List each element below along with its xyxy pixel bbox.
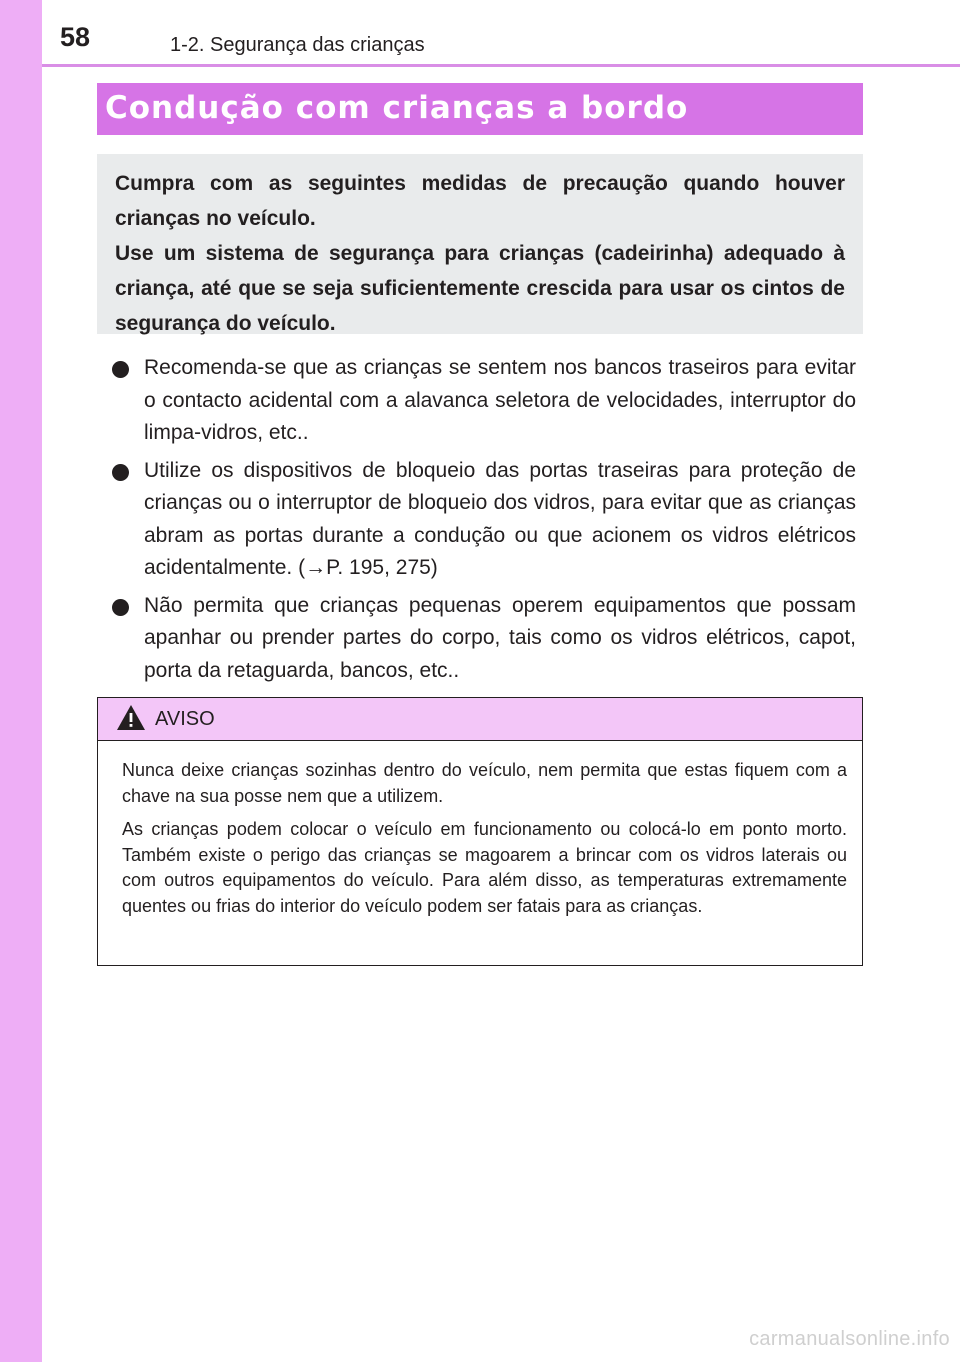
side-tab-strip [0,0,42,1362]
warning-paragraph: Nunca deixe crianças sozinhas dentro do veículo, nem permita que estas fiquem com a chave na sua posse nem que a utilizem. [122,760,847,806]
list-item [110,352,856,450]
warning-title: AVISO [155,708,215,730]
intro-paragraph: Use um sistema de segurança para crianças (cadeirinha) adequado à criança, até que se seja suficientemente crescida para usar os cintos de segurança do veículo. [115,242,845,335]
bullet-list [110,352,856,692]
section-title: Condução com crianças a bordo [97,83,863,135]
list-item-text: Recomenda-se que as crianças se sentem nos bancos traseiros para evitar o contacto acidental com a alavanca seletora de velocidades, interruptor do limpa-vidros, etc.. [144,356,856,444]
bullet-icon [112,464,129,481]
page-number: 58 [60,22,91,52]
intro-box [97,154,863,334]
intro-paragraph: Cumpra com as seguintes medidas de precaução quando houver crianças no veículo. [115,172,845,230]
warning-body [98,741,862,919]
warning-header [98,698,862,741]
breadcrumb: 1-2. Segurança das crianças [170,34,425,56]
header-rule [42,64,960,67]
list-item-text: Não permita que crianças pequenas operem equipamentos que possam apanhar ou prender partes do corpo, tais como os vidros elétricos, capot, porta da retaguarda, bancos, etc.. [144,593,856,682]
list-item [110,455,856,585]
list-item [110,590,856,688]
list-item-text: Utilize os dispositivos de bloqueio das portas traseiras para proteção de crianças ou o interruptor de bloqueio dos vidros, para evitar que as crianças abram as portas durante a condução ou que acionem os vidros elétricos acidentalmente. (→P. 195, 275) [144,458,856,579]
warning-box [97,697,863,966]
watermark: carmanualsonline.info [749,1328,950,1350]
warning-triangle-icon [116,704,146,731]
bullet-icon [112,599,129,616]
bullet-icon [112,361,129,378]
warning-paragraph: As crianças podem colocar o veículo em funcionamento ou colocá-lo em ponto morto. Também existe o perigo das crianças se magoarem a brincar com os vidros laterais ou com outros equipamentos do veículo. Para além disso, as temperaturas extremamente quentes ou frias do interior do veículo podem ser fatais para as crianças. [122,819,847,916]
